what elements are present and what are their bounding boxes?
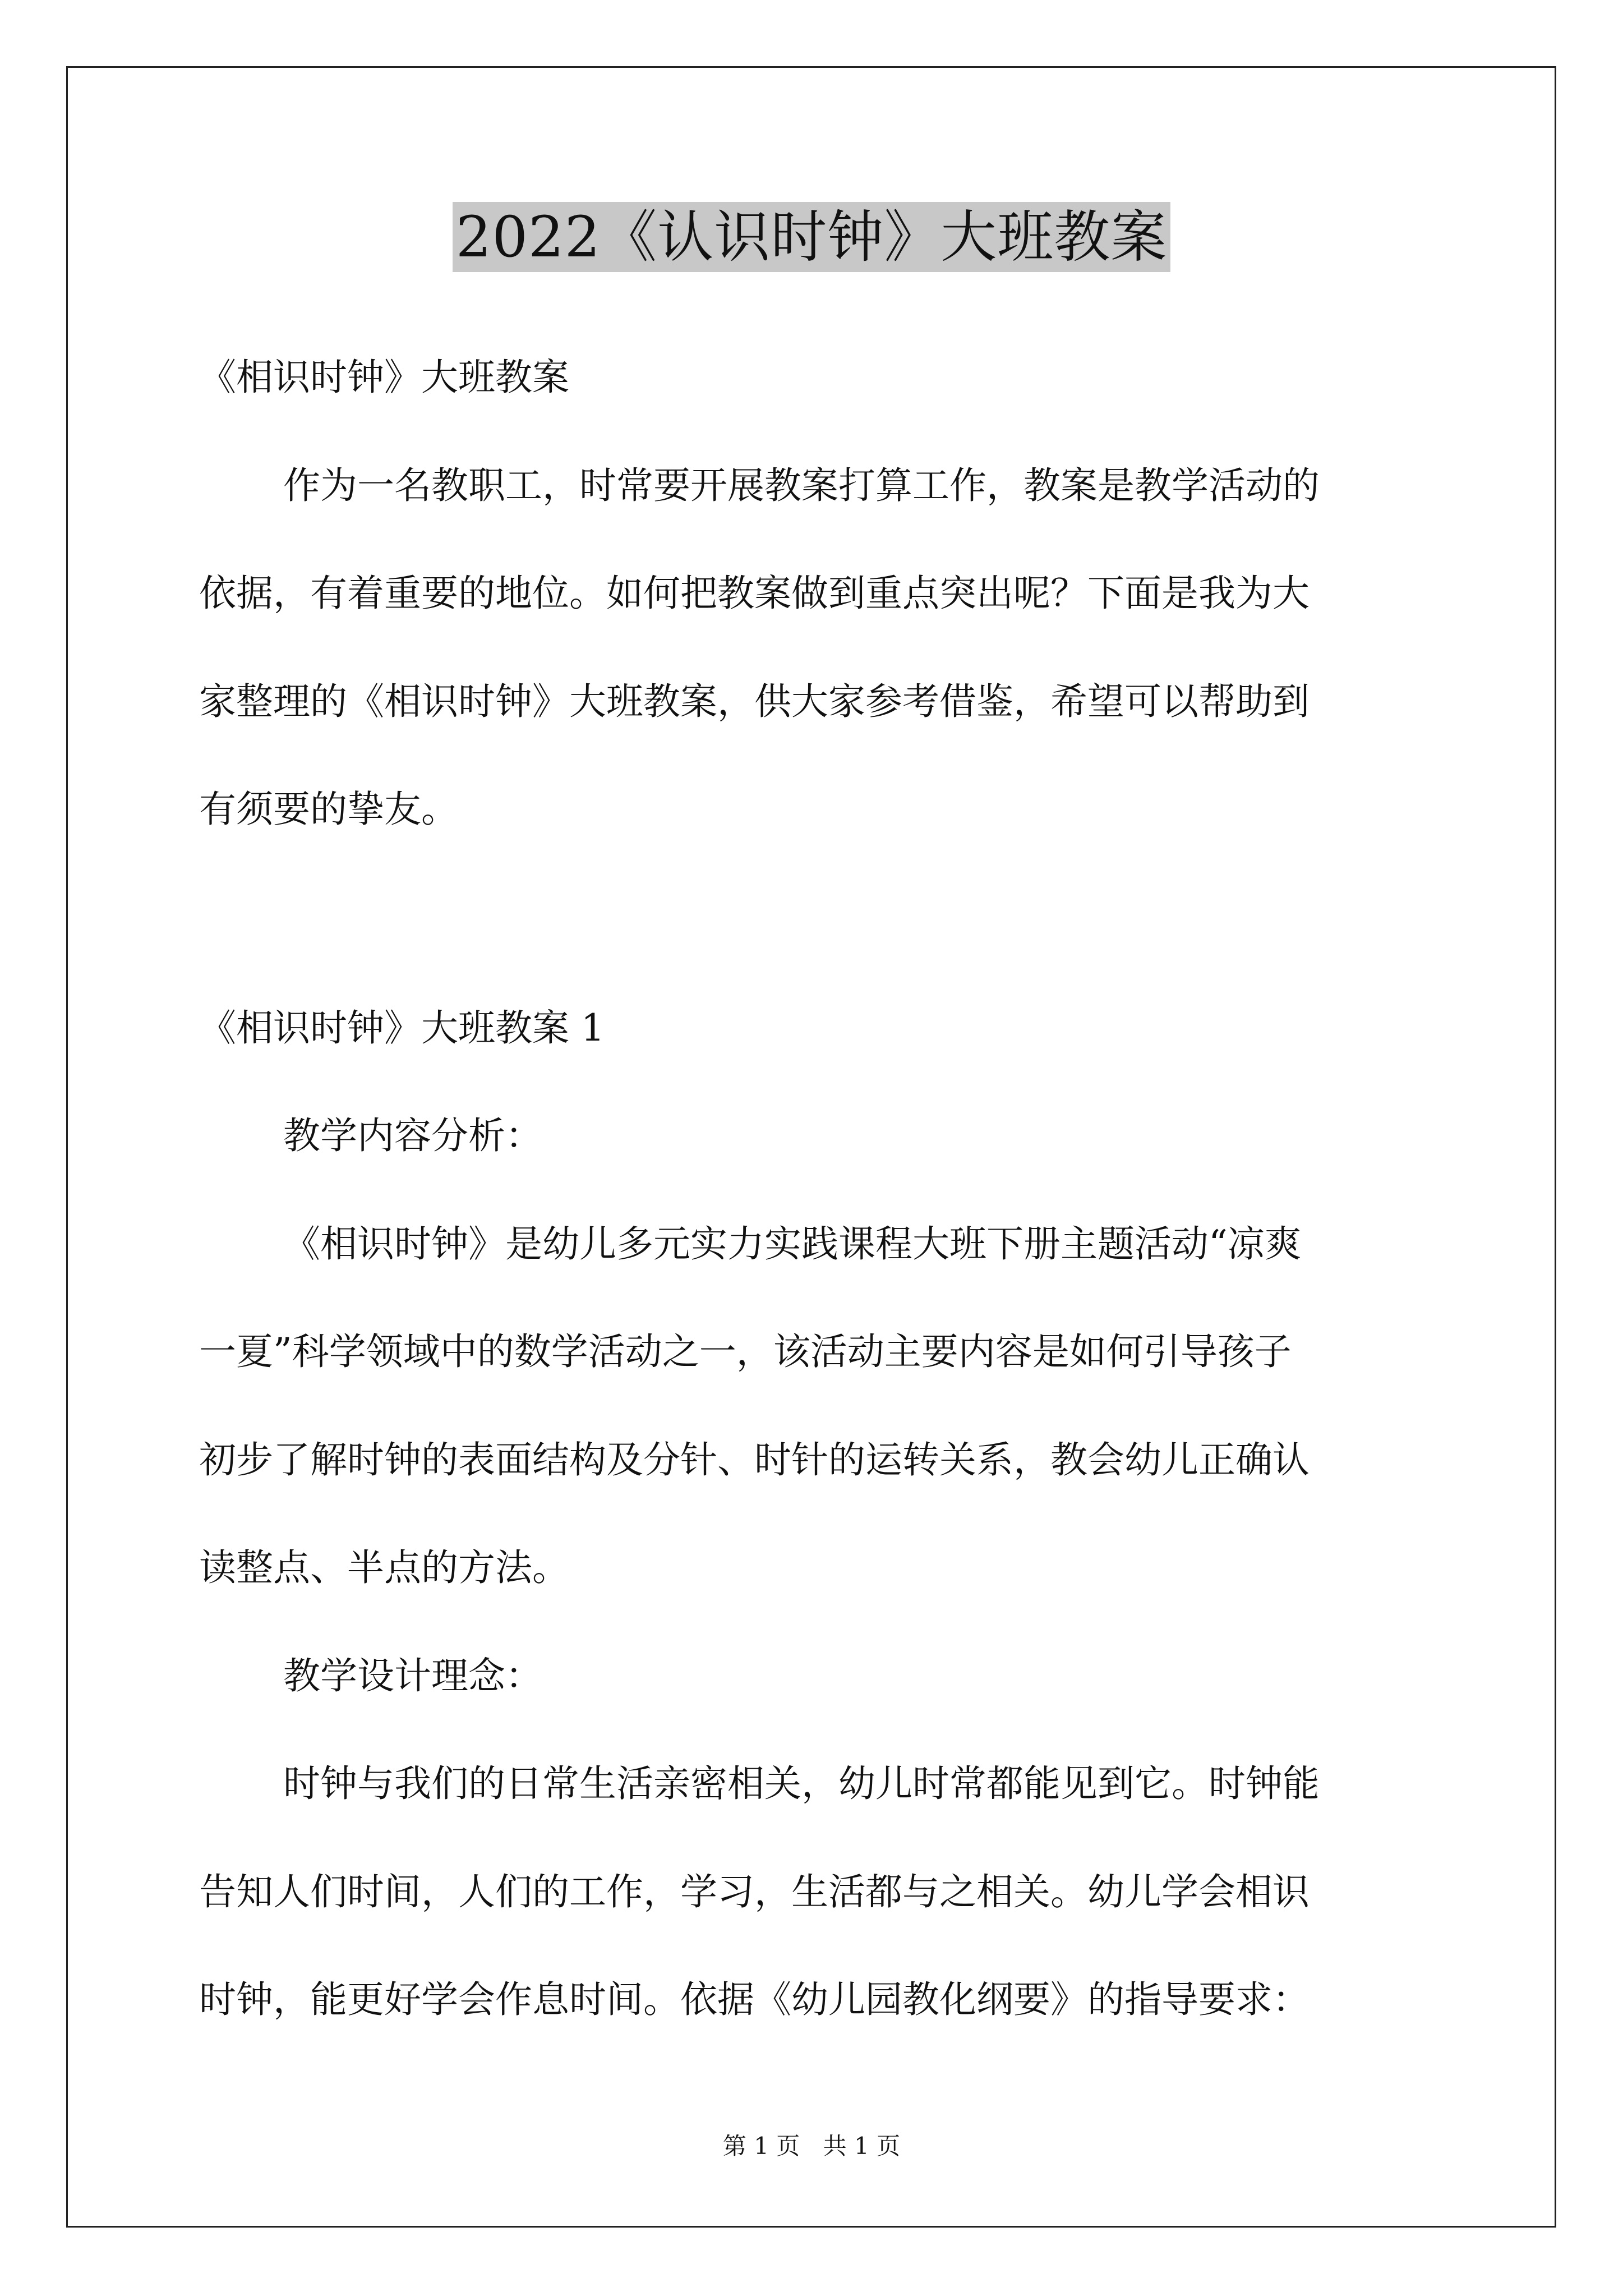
paragraph-line: 依据，有着重要的地位。如何把教案做到重点突出呢？下面是我为大: [199, 572, 1310, 615]
page-number: 第 1 页: [722, 2132, 800, 2160]
page-total: 共 1 页: [823, 2132, 901, 2160]
paragraph-line: 告知人们时间，人们的工作，学习，生活都与之相关。幼儿学会相识: [199, 1870, 1310, 1913]
paragraph-line: 一夏”科学领域中的数学活动之一，该活动主要内容是如何引导孩子: [199, 1330, 1292, 1373]
subsection-heading: 教学内容分析：: [283, 1114, 542, 1157]
section-heading: 《相识时钟》大班教案 1: [199, 1006, 605, 1050]
paragraph-line: 家整理的《相识时钟》大班教案，供大家参考借鉴，希望可以帮助到: [199, 680, 1310, 723]
page-footer: [0, 2134, 1623, 2158]
subtitle-line: 《相识时钟》大班教案: [199, 356, 569, 399]
paragraph-line: 《相识时钟》是幼儿多元实力实践课程大班下册主题活动“凉爽: [283, 1222, 1302, 1266]
paragraph-line: 有须要的挚友。: [199, 788, 458, 831]
paragraph-line: 读整点、半点的方法。: [199, 1546, 569, 1589]
document-title: 2022《认识时钟》大班教案: [453, 202, 1171, 272]
paragraph-line: 初步了解时钟的表面结构及分针、时针的运转关系，教会幼儿正确认: [199, 1438, 1310, 1481]
title-container: [0, 202, 1623, 272]
paragraph-line: 时钟与我们的日常生活亲密相关，幼儿时常都能见到它。时钟能: [283, 1762, 1320, 1805]
subsection-heading: 教学设计理念：: [283, 1654, 542, 1697]
paragraph-line: 作为一名教职工，时常要开展教案打算工作，教案是教学活动的: [283, 464, 1320, 507]
paragraph-line: 时钟，能更好学会作息时间。依据《幼儿园教化纲要》的指导要求：: [199, 1978, 1310, 2021]
